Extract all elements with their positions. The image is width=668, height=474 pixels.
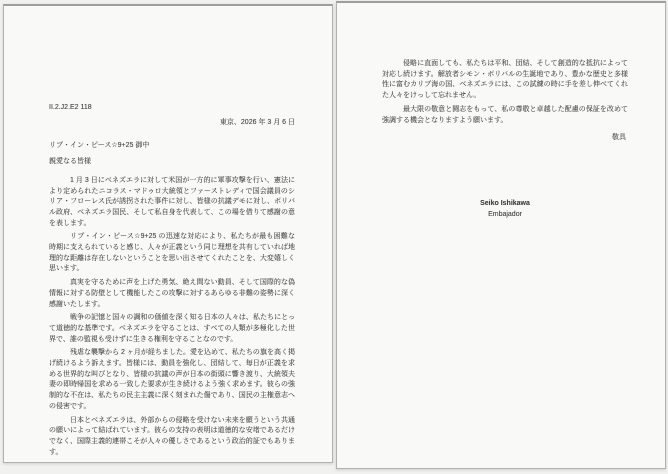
letter-page-1: [3, 4, 333, 463]
addressee-line: リブ・イン・ピース☆9+25 御中: [49, 142, 150, 150]
body-paragraph: 1 月 3 日にベネズエラに対して米国が一方的に軍事攻撃を行い、憲法により定められたニコラス・マドゥロ大統領とファーストレディで国会議員のシリア・フローレス氏が誘拐された事件に対し、皆様の抗議デモに対し、ボリバル政府、ベネズエラ国民、そして私自身を代表して、この場を借りて感謝の意を表します。: [49, 176, 295, 227]
body-paragraph: 日本とベネズエラは、外部からの侵略を受けない未来を願うという共通の願いによって結ばれています。彼らの支持の表明は道徳的な安堵であるだけでなく、国際主義的連帯こそが人々の優しさであるという政治的証でもあります。: [49, 416, 295, 456]
body-paragraph: 真実を守るために声を上げた勇気、絶え間ない動員、そして国際的な偽情報に対する防壁として機能したこの攻撃に対するあらゆる非難の姿勢に深く感謝いたします。: [49, 279, 295, 308]
reference-number: II.2.J2.E2 118: [49, 104, 92, 111]
signature-title: Embajador: [488, 210, 522, 218]
date-line: 東京、2026 年 3 月 6 日: [219, 118, 295, 126]
body-paragraph: リブ・イン・ピース☆9+25 の迅速な対応により、私たちが最も困難な時期に支えられていると感じ、人々が正義という同じ理想を共有していれば地理的な距離は存在しないということを思い出させてくれたことを、大変嬉しく思います。: [49, 233, 295, 273]
body-paragraph: 戦争の記憶と国々の調和の価値を深く知る日本の人々は、私たちにとって道徳的な基準です。ベネズエラを守ることは、すべての人類が多極化した世界で、誰の監視も受けずに生きる権利を守ることなのです。: [49, 314, 295, 343]
letter-page-2: [336, 1, 666, 469]
closing-salutation: 敬具: [612, 134, 626, 142]
body-paragraph: 残虐な襲撃から 2 ヶ月が経ちました。愛を込めて、私たちの旗を高く掲げ続けるよう訴えます。皆様には、動員を強化し、団結して、毎日が正義を求める世界的な叫びとなり、皆様の抗議の声が日本の街頭に響き渡り、大統領夫妻の即時帰国を求める一致した要求が生き続けるよう強く求めます。彼らの強制的な不在は、私たちの民主主義に深く刻まれた傷であり、国民の主権意志への侵害です。: [49, 349, 295, 410]
signature-block: [382, 199, 628, 220]
signature-name: Seiko Ishikawa: [480, 199, 530, 207]
body-paragraph: 最大限の敬意と闘志をもって、私の尊敬と卓越した配慮の保証を改めて強調する機会となりますよう願います。: [382, 105, 628, 124]
body-paragraph: 侵略に直面しても、私たちは平和、団結、そして創造的な抵抗によって対応し続けます。解放者シモン・ボリバルの生誕地であり、豊かな歴史と多様性に富むカリブ海の国、ベネズエラには、この試練の時に手を差し伸べてくれた人々をけっして忘れません。: [382, 60, 628, 100]
salutation-line: 親愛なる皆様: [49, 158, 91, 166]
